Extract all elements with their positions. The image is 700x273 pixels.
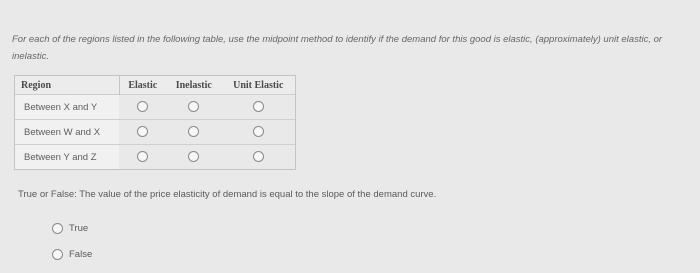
true-false-question: True or False: The value of the price elasticity of demand is equal to the slope of the demand curve.	[18, 189, 437, 200]
radio-xy-inelastic[interactable]	[188, 101, 199, 112]
radio-wx-elastic[interactable]	[137, 126, 148, 137]
table-header-row	[15, 76, 296, 95]
radio-wx-unit-elastic[interactable]	[253, 126, 264, 137]
row-label-w-x: Between W and X	[15, 120, 120, 145]
option-false-label: False	[69, 249, 93, 260]
radio-xy-elastic[interactable]	[137, 101, 148, 112]
table-row	[15, 95, 296, 120]
header-region: Region	[15, 76, 120, 95]
header-inelastic: Inelastic	[166, 76, 221, 95]
radio-yz-elastic[interactable]	[137, 151, 148, 162]
row-label-y-z: Between Y and Z	[15, 145, 120, 170]
header-elastic: Elastic	[119, 76, 166, 95]
instructions-text: For each of the regions listed in the following table, use the midpoint method to identify if the demand for this good is elastic, (approximately) unit elastic, or inelastic.	[12, 34, 663, 62]
row-label-x-y: Between X and Y	[15, 95, 120, 120]
option-true-label: True	[69, 223, 89, 234]
table-row	[15, 120, 296, 145]
option-true[interactable]	[52, 223, 88, 234]
option-false[interactable]	[52, 249, 92, 260]
radio-yz-unit-elastic[interactable]	[253, 151, 264, 162]
elasticity-table	[14, 75, 296, 170]
radio-false[interactable]	[52, 249, 63, 260]
radio-wx-inelastic[interactable]	[188, 126, 199, 137]
radio-xy-unit-elastic[interactable]	[253, 101, 264, 112]
radio-yz-inelastic[interactable]	[188, 151, 199, 162]
radio-true[interactable]	[52, 223, 63, 234]
header-unit-elastic: Unit Elastic	[222, 76, 296, 95]
table-row	[15, 145, 296, 170]
